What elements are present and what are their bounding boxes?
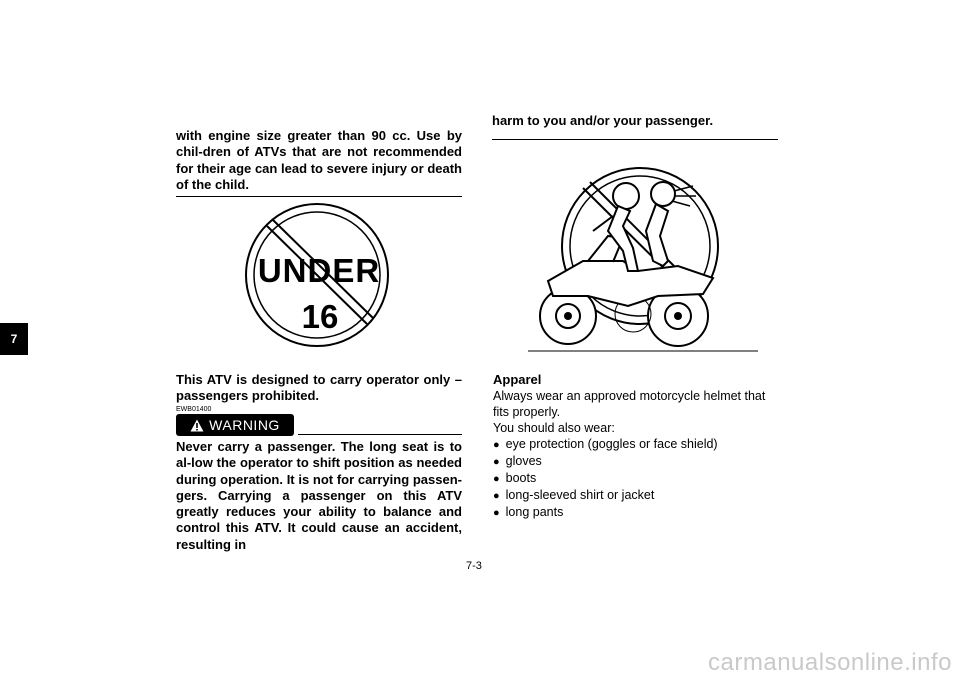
list-item: ● gloves xyxy=(493,453,783,470)
warning-badge xyxy=(176,414,294,436)
under-16-prohibition-sign xyxy=(237,200,397,350)
passenger-caption xyxy=(176,372,462,405)
no-passenger-atv-illustration xyxy=(528,166,758,356)
list-item: ● long pants xyxy=(493,504,783,521)
warning-text-block xyxy=(176,439,462,553)
intro-rule xyxy=(176,196,462,197)
warning-header xyxy=(176,414,462,438)
page-number: 7-3 xyxy=(466,560,482,572)
list-item: ● long-sleeved shirt or jacket xyxy=(493,487,783,504)
intro-text-block xyxy=(176,128,462,197)
apparel-heading: Apparel xyxy=(493,372,542,387)
warning-label: WARNING xyxy=(209,417,280,433)
watermark: carmanualsonline.info xyxy=(708,649,952,676)
intro-text: with engine size greater than 90 cc. Use by chil-dren of ATVs that are not recommended for their age can lead to severe injury or death of the child. xyxy=(176,128,462,192)
apparel-subintro: You should also wear: xyxy=(493,421,615,435)
passenger-caption-text: This ATV is designed to carry operator only – passengers prohibited. xyxy=(176,372,462,404)
continued-rule xyxy=(492,139,778,140)
apparel-section xyxy=(493,372,783,521)
continued-text: harm to you and/or your passenger. xyxy=(492,113,714,128)
continued-text-block xyxy=(492,113,778,140)
warning-text: Never carry a passenger. The long seat is to al-low the operator to shift position as needed during operation. It is not for carrying passen-gers. Carrying a passenger on this ATV greatly reduces your ability to balance and control this ATV. It could cause an accident, resulting in xyxy=(176,439,462,552)
list-item: ● boots xyxy=(493,470,783,487)
list-item: ● eye protection (goggles or face shield) xyxy=(493,436,783,453)
apparel-list xyxy=(493,436,783,521)
chapter-tab: 7 xyxy=(0,323,28,355)
sign-age-text: 16 xyxy=(301,298,339,335)
apparel-intro: Always wear an approved motorcycle helmet that fits properly. xyxy=(493,389,766,419)
warning-rule xyxy=(298,434,462,435)
sign-under-text: UNDER xyxy=(257,252,381,289)
warning-triangle-icon xyxy=(190,419,204,432)
warning-code: EWB01400 xyxy=(176,406,212,413)
